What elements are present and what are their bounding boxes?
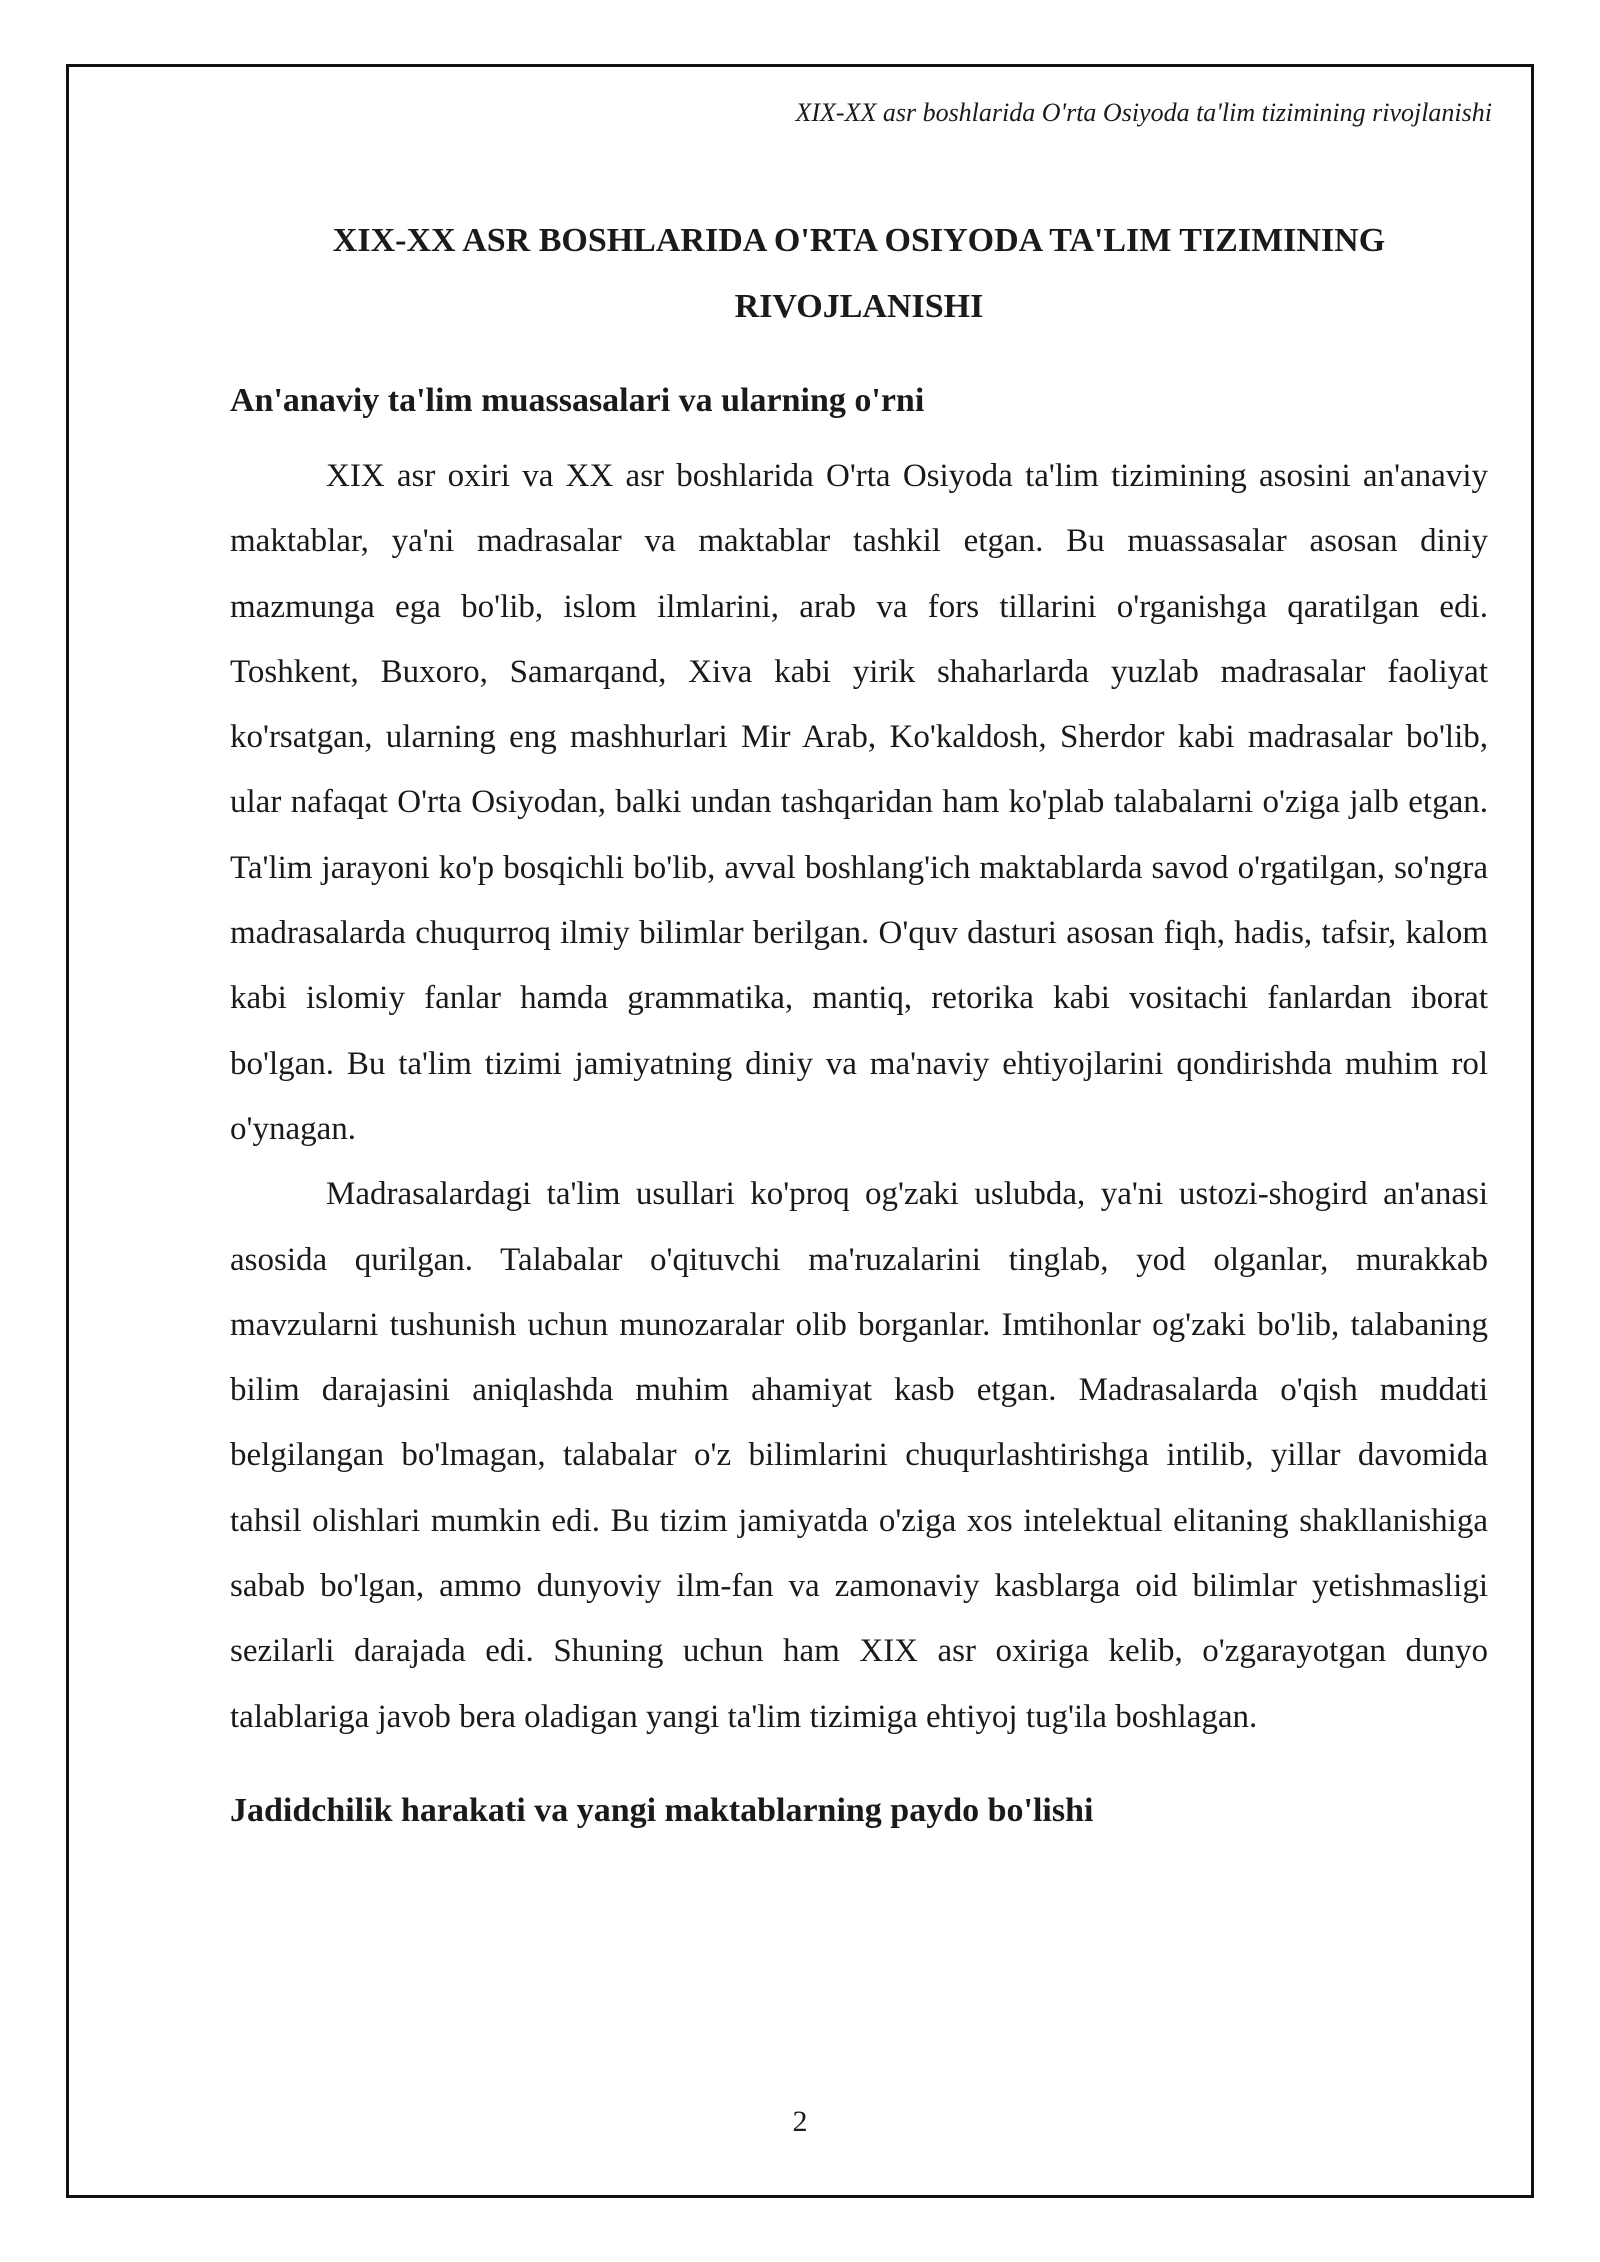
document-body — [230, 208, 1488, 1830]
paragraph-1: XIX asr oxiri va XX asr boshlarida O'rta Osiyoda ta'lim tizimining asosini an'anaviy maktablar, ya'ni madrasalar va maktablar tashkil etgan. Bu muassasalar asosan diniy mazmunga ega bo'lib, islom ilmlarini, arab va fors tillarini o'rganishga qaratilgan edi. Toshkent, Buxoro, Samarqand, Xiva kabi yirik shaharlarda yuzlab madrasalar faoliyat ko'rsatgan, ularning eng mashhurlari Mir Arab, Ko'kaldosh, Sherdor kabi madrasalar bo'lib, ular nafaqat O'rta Osiyodan, balki undan tashqaridan ham ko'plab talabalarni o'ziga jalb etgan. Ta'lim jarayoni ko'p bosqichli bo'lib, avval boshlang'ich maktablarda savod o'rgatilgan, so'ngra madrasalarda chuqurroq ilmiy bilimlar berilgan. O'quv dasturi asosan fiqh, hadis, tafsir, kalom kabi islomiy fanlar hamda grammatika, mantiq, retorika kabi vositachi fanlardan iborat bo'lgan. Bu ta'lim tizimi jamiyatning diniy va ma'naviy ehtiyojlarini qondirishda muhim rol o'ynagan. — [230, 458, 1488, 1147]
page-number: 2 — [792, 2105, 808, 2138]
paragraph-2: Madrasalardagi ta'lim usullari ko'proq og'zaki uslubda, ya'ni ustozi-shogird an'anasi asosida qurilgan. Talabalar o'qituvchi ma'ruzalarini tinglab, yod olganlar, murakkab mavzularni tushunish uchun munozaralar olib borganlar. Imtihonlar og'zaki bo'lib, talabaning bilim darajasini aniqlashda muhim ahamiyat kasb etgan. Madrasalarda o'qish muddati belgilangan bo'lmagan, talabalar o'z bilimlarini chuqurlashtirishga intilib, yillar davomida tahsil olishlari mumkin edi. Bu tizim jamiyatda o'ziga xos intelektual elitaning shakllanishiga sabab bo'lgan, ammo dunyoviy ilm-fan va zamonaviy kasblarga oid bilimlar yetishmasligi sezilarli darajada edi. Shuning uchun ham XIX asr oxiriga kelib, o'zgarayotgan dunyo talablariga javob bera oladigan yangi ta'lim tizimiga ehtiyoj tug'ila boshlagan. — [230, 1176, 1488, 1735]
section-heading-traditional-institutions: An'anaviy ta'lim muassasalari va ularning o'rni — [230, 382, 925, 419]
running-header: XIX-XX asr boshlarida O'rta Osiyoda ta'lim tizimining rivojlanishi — [795, 98, 1492, 127]
document-title: XIX-XX ASR BOSHLARIDA O'RTA OSIYODA TA'LIM TIZIMINING RIVOJLANISHI — [332, 222, 1386, 325]
section-heading-jadidism: Jadidchilik harakati va yangi maktablarning paydo bo'lishi — [230, 1791, 1094, 1829]
